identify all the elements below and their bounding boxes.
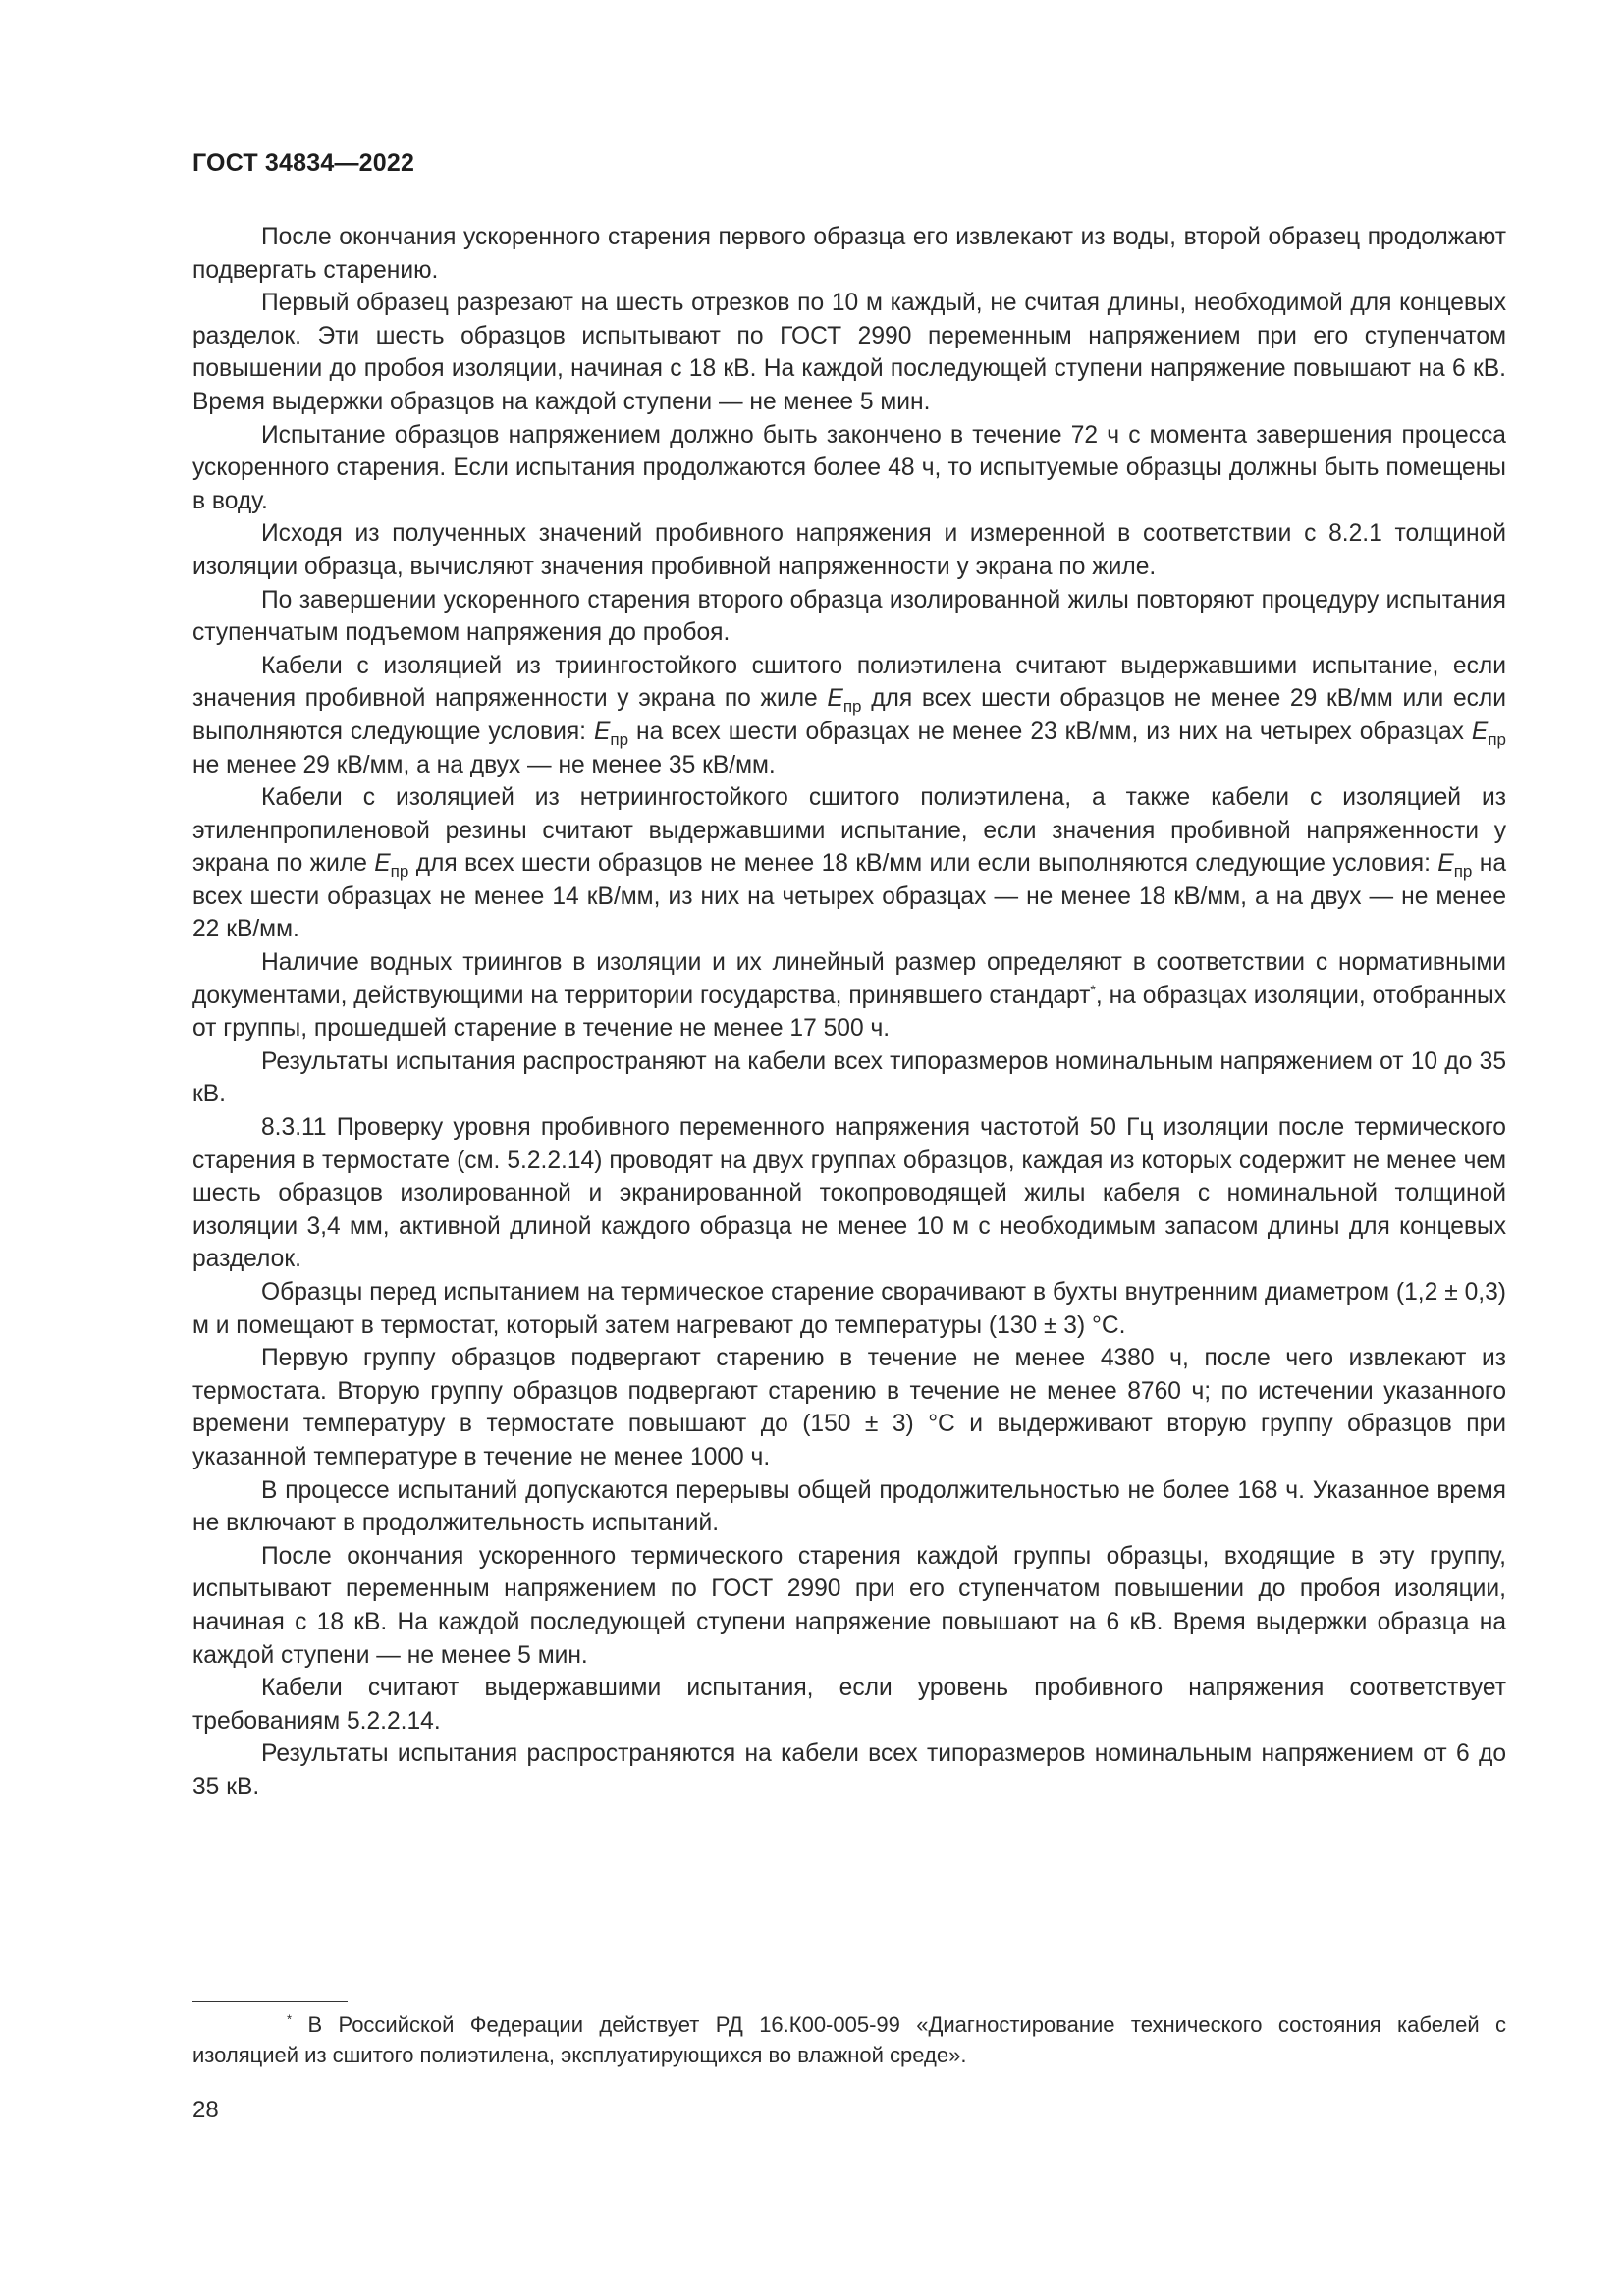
symbol-e: E [1471,718,1489,745]
paragraph: Первую группу образцов подвергают старению в течение не менее 4380 ч, после чего извлекают из термостата. Вторую группу образцов подвергают старению в течение не менее 8760 ч; по истечении указанного времени температуру в термостате повышают до (150 ± 3) °С и выдерживают вторую группу образцов при указанной температуре в течение не менее 1000 ч. [192,1345,1506,1470]
symbol-subscript: пр [1488,729,1506,749]
footnote-reference[interactable]: * [1090,981,1096,997]
paragraph: После окончания ускоренного старения первого образца его извлекают из воды, второй образец продолжают подвергать старению. [192,224,1506,284]
paragraph: 8.3.11 Проверку уровня пробивного переменного напряжения частотой 50 Гц изоляции после термического старения в термостате (см. 5.2.2.14) проводят на двух группах образцов, каждая из которых содержит не менее чем шесть образцов изолированной и экранированной токопроводящей жилы кабеля с номинальной толщиной изоляции 3,4 мм, активной длиной каждого образца не менее 10 м с необходимым запасом длины для концевых разделок. [192,1114,1506,1273]
paragraph-trr-criteria: Кабели с изоляцией из триингостойкого сшитого полиэтилена считают выдержавшими испытание, если значения пробивной напряженности у экрана по жиле $E_{пр}$ для всех шести образцов не менее 29 кВ/мм или если выполняются следующие условия: $E_{пр}$ на всех шести образцах не менее 23 кВ/мм, из них на четырех образцах $E_{пр}$ не менее 29 кВ/мм, а на двух — не менее 35 кВ/мм. [192,652,1507,778]
symbol-e: E [593,718,611,745]
paragraph-water-trees: Наличие водных триингов в изоляции и их линейный размер определяют в соответствии с нормативными документами, действующими на территории государства, принявшего стандарт*, на образцах изоляции, отобранных от группы, прошедшей старение в течение не менее 17 500 ч. [192,949,1506,1042]
symbol-subscript: пр [1453,862,1473,881]
symbol-subscript: пр [390,862,409,881]
paragraph: По завершении ускоренного старения второго образца изолированной жилы повторяют процедуру испытания ступенчатым подъемом напряжения до пробоя. [192,586,1506,647]
symbol-e: E [827,685,843,713]
paragraph: После окончания ускоренного термического старения каждой группы образцы, входящие в эту группу, испытывают переменным напряжением по ГОСТ 2990 при его ступенчатом повышении до пробоя изоляции, начиная с 18 кВ. На каждой последующей ступени напряжение повышают на 6 кВ. Время выдержки образца на каждой ступени — не менее 5 мин. [192,1542,1506,1669]
paragraph-nontrr-criteria: Кабели с изоляцией из нетриингостойкого сшитого полиэтилена, а также кабели с изоляцией из этиленпропиленовой резины считают выдержавшими испытание, если значения пробивной напряженности у экрана по жиле $E_{пр}$ для всех шести образцов не менее 18 кВ/мм или если выполняются следующие условия: $E_{пр}$ на всех шести образцах не менее 14 кВ/мм, из них на четырех образцах — не менее 18 кВ/мм, а на двух — не менее 22 кВ/мм. [192,784,1506,943]
footnote [192,2009,1506,2070]
symbol-subscript: пр [842,697,862,717]
footnote-divider [192,2001,348,2002]
paragraph: Результаты испытания распространяют на кабели всех типоразмеров номинальным напряжением от 10 до 35 кВ. [192,1047,1506,1108]
symbol-e: E [1437,850,1454,878]
symbol-e: E [374,850,391,878]
paragraph: Исходя из полученных значений пробивного напряжения и измеренной в соответствии с 8.2.1 толщиной изоляции образца, вычисляют значения пробивной напряженности у экрана по жиле. [192,520,1506,580]
paragraph: Испытание образцов напряжением должно быть закончено в течение 72 ч с момента завершения процесса ускоренного старения. Если испытания продолжаются более 48 ч, то испытуемые образцы должны быть помещены в воду. [192,421,1506,514]
page-number: 28 [192,2097,219,2123]
paragraph: Результаты испытания распространяются на кабели всех типоразмеров номинальным напряжением от 6 до 35 кВ. [192,1740,1506,1800]
symbol-subscript: пр [610,729,629,749]
paragraph: Кабели считают выдержавшими испытания, если уровень пробивного напряжения соответствует требованиям 5.2.2.14. [192,1675,1506,1735]
paragraph: Первый образец разрезают на шесть отрезков по 10 м каждый, не считая длины, необходимой для концевых разделок. Эти шесть образцов испытывают по ГОСТ 2990 переменным напряжением при его ступенчатом повышении до пробоя изоляции, начиная с 18 кВ. На каждой последующей ступени напряжение повышают на 6 кВ. Время выдержки образцов на каждой ступени — не менее 5 мин. [192,290,1506,415]
paragraph: Образцы перед испытанием на термическое старение сворачивают в бухты внутренним диаметром (1,2 ± 0,3) м и помещают в термостат, который затем нагревают до температуры (130 ± 3) °С. [192,1279,1506,1339]
footnote-mark: * [287,2011,293,2027]
paragraph: В процессе испытаний допускаются перерывы общей продолжительностью не более 168 ч. Указанное время не включают в продолжительность испытаний. [192,1476,1506,1537]
document-header: ГОСТ 34834—2022 [192,149,415,177]
document-body [192,221,1506,1804]
footnote-text: В Российской Федерации действует РД 16.К00-005-99 «Диагностирование технического состояния кабелей с изоляцией из сшитого полиэтилена, эксплуатирующихся во влажной среде». [192,2012,1506,2067]
